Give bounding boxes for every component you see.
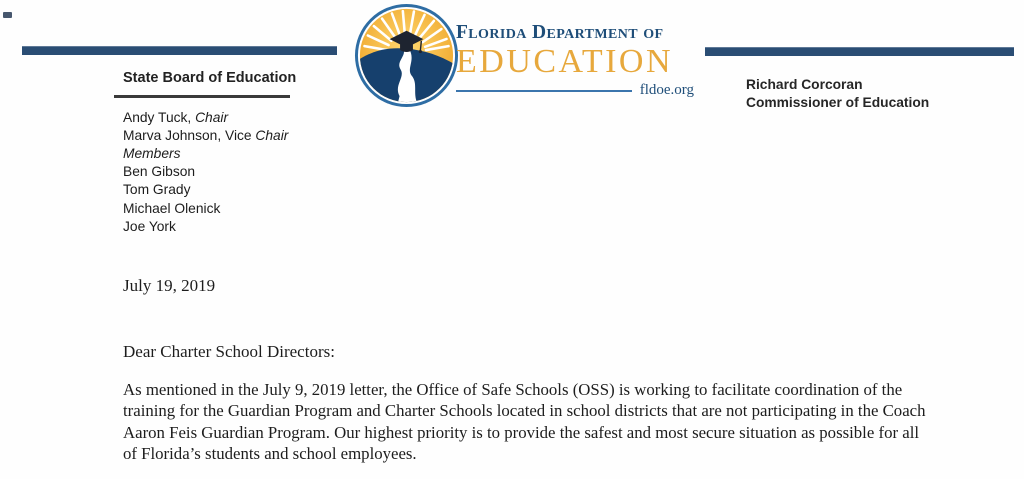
state-board-title: State Board of Education — [123, 70, 297, 86]
board-member: Ben Gibson — [123, 164, 196, 180]
logo-website: fldoe.org — [639, 82, 694, 98]
letterhead-rule-right — [705, 47, 1014, 56]
commissioner-name: Richard Corcoran — [746, 77, 863, 92]
letter-salutation: Dear Charter School Directors: — [123, 342, 335, 361]
board-member: Michael Olenick — [123, 200, 221, 216]
letter-paragraph: As mentioned in the July 9, 2019 letter, the Office of Safe Schools (OSS) is working to facilitate coordination of the training for the Guardian Program and Charter Schools located in school districts that are not participating in the Coach Aaron Feis Guardian Program. Our highest priority is to provide the safest and most secure situation as possible for all of Florida’s students and school employees. — [123, 380, 926, 463]
board-member: Members — [123, 145, 181, 161]
commissioner-title: Commissioner of Education — [746, 95, 930, 110]
state-board-member-list — [114, 109, 334, 236]
state-board-underline — [114, 95, 290, 98]
logo-website-row — [456, 82, 694, 99]
logo-wordmark — [456, 22, 694, 99]
state-board-block — [114, 68, 334, 236]
scan-artifact — [3, 12, 12, 18]
commissioner-block — [746, 76, 929, 112]
board-member: Andy Tuck, Chair — [123, 109, 229, 125]
logo-department-line: Florida Department of — [456, 22, 664, 43]
logo-underline — [456, 90, 632, 92]
board-member: Marva Johnson, Vice Chair — [123, 127, 289, 143]
board-member: Tom Grady — [123, 182, 191, 198]
logo-education-line: EDUCATION — [456, 43, 674, 80]
letter-date: July 19, 2019 — [123, 276, 216, 295]
board-member: Joe York — [123, 218, 176, 234]
letterhead-rule-left — [22, 46, 337, 55]
fldoe-emblem-icon — [353, 2, 460, 109]
